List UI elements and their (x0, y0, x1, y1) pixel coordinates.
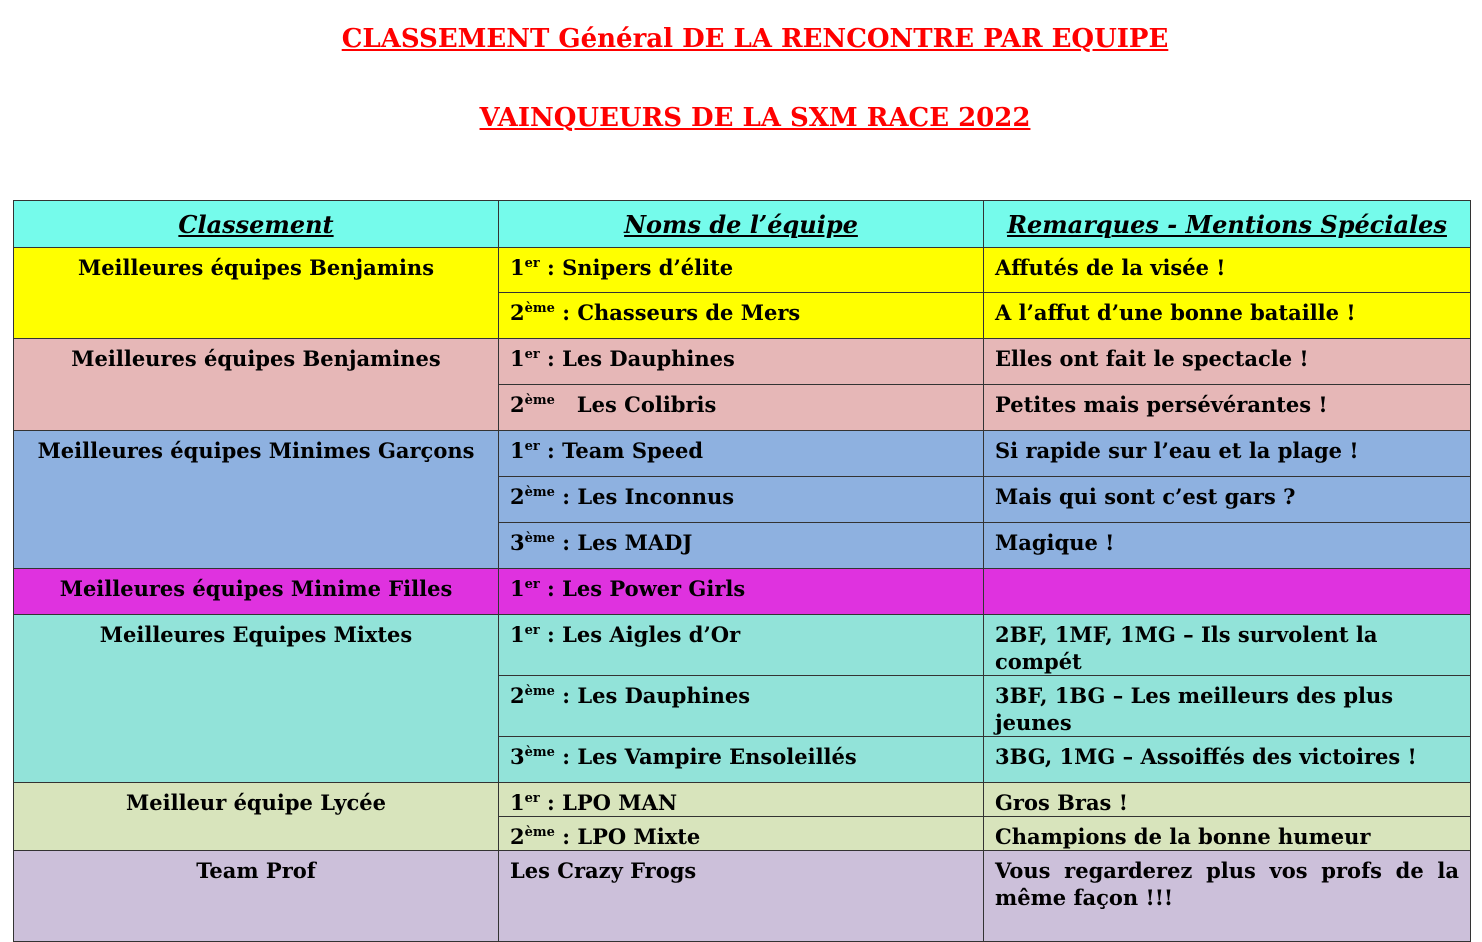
results-table (13, 200, 1471, 942)
table-row (14, 431, 1471, 477)
rank-separator: : (554, 683, 578, 708)
table-row (14, 615, 1471, 676)
category-cell: Meilleures Equipes Mixtes (14, 615, 499, 783)
team-cell (499, 737, 984, 783)
rank-suffix: ème (524, 684, 555, 699)
remark-cell: 3BF, 1BG – Les meilleurs des plus jeunes (984, 676, 1471, 737)
rank-suffix: ème (524, 485, 555, 500)
team-name: Les Vampire Ensoleillés (577, 744, 857, 769)
remark-cell: 3BG, 1MG – Assoiffés des victoires ! (984, 737, 1471, 783)
header-classement: Classement (14, 201, 499, 248)
rank-suffix: ème (524, 825, 555, 840)
rank-separator: : (554, 824, 578, 849)
subtitle: VAINQUEURS DE LA SXM RACE 2022 (479, 103, 1031, 133)
rank-separator: : (539, 438, 563, 463)
team-cell (499, 339, 984, 385)
remark-cell: Vous regarderez plus vos profs de la même façon !!! (984, 851, 1471, 942)
remark-cell: Petites mais persévérantes ! (984, 385, 1471, 431)
header-team-name: Noms de l’équipe (499, 201, 984, 248)
rank-suffix: ème (524, 301, 555, 316)
rank-separator: : (554, 300, 578, 325)
table-row (14, 851, 1471, 942)
team-name: LPO Mixte (577, 824, 701, 849)
rank-number: 2 (510, 683, 525, 708)
team-cell (499, 477, 984, 523)
rank-suffix: er (524, 623, 540, 638)
team-name: Chasseurs de Mers (577, 300, 801, 325)
rank-number: 2 (510, 392, 525, 417)
header-remarks: Remarques - Mentions Spéciales (984, 201, 1471, 248)
category-cell: Meilleures équipes Minimes Garçons (14, 431, 499, 569)
category-cell: Meilleures équipes Minime Filles (14, 569, 499, 615)
category-cell: Meilleures équipes Benjamines (14, 339, 499, 431)
rank-suffix: ème (524, 745, 555, 760)
team-name: LPO MAN (562, 790, 678, 815)
team-name: Les Power Girls (562, 576, 746, 601)
team-cell (499, 851, 984, 942)
rank-suffix: ème (524, 393, 555, 408)
rank-separator: : (554, 530, 578, 555)
rank-separator: : (539, 255, 563, 280)
rank-suffix: er (524, 439, 540, 454)
remark-cell: Gros Bras ! (984, 783, 1471, 817)
rank-number: 3 (510, 744, 525, 769)
team-name: Les Dauphines (562, 346, 735, 371)
team-cell (499, 248, 984, 293)
rank-separator: : (539, 622, 563, 647)
rank-suffix: ème (524, 531, 555, 546)
rank-number: 1 (510, 255, 525, 280)
rank-separator: : (554, 744, 578, 769)
category-cell: Meilleur équipe Lycée (14, 783, 499, 851)
remark-cell: Magique ! (984, 523, 1471, 569)
team-cell (499, 385, 984, 431)
table-header-row (14, 201, 1471, 248)
category-cell: Meilleures équipes Benjamins (14, 248, 499, 339)
team-name: Les Inconnus (577, 484, 735, 509)
team-name: Les MADJ (577, 530, 693, 555)
main-title: CLASSEMENT Général DE LA RENCONTRE PAR EQUIPE (341, 24, 1169, 54)
rank-number: 1 (510, 790, 525, 815)
rank-separator: : (539, 790, 563, 815)
remark-cell: Elles ont fait le spectacle ! (984, 339, 1471, 385)
rank-separator: : (539, 576, 563, 601)
rank-number: 3 (510, 530, 525, 555)
team-cell (499, 615, 984, 676)
remark-cell: Mais qui sont c’est gars ? (984, 477, 1471, 523)
rank-separator (555, 392, 577, 417)
table-row (14, 339, 1471, 385)
table-row (14, 569, 1471, 615)
team-name: Les Colibris (576, 392, 717, 417)
team-name: Team Speed (562, 438, 704, 463)
remark-cell: Si rapide sur l’eau et la plage ! (984, 431, 1471, 477)
rank-number: 2 (510, 300, 525, 325)
team-cell (499, 817, 984, 851)
team-cell (499, 569, 984, 615)
team-cell (499, 431, 984, 477)
rank-separator: : (539, 346, 563, 371)
team-name: Snipers d’élite (562, 255, 734, 280)
team-cell (499, 783, 984, 817)
rank-separator: : (554, 484, 578, 509)
rank-suffix: er (524, 791, 540, 806)
remark-cell: A l’affut d’une bonne bataille ! (984, 293, 1471, 339)
table-row (14, 248, 1471, 293)
team-name: Les Crazy Frogs (510, 858, 697, 883)
rank-number: 2 (510, 484, 525, 509)
remark-cell: Champions de la bonne humeur (984, 817, 1471, 851)
rank-number: 1 (510, 576, 525, 601)
rank-number: 1 (510, 346, 525, 371)
rank-number: 2 (510, 824, 525, 849)
category-cell: Team Prof (14, 851, 499, 942)
table-row (14, 783, 1471, 817)
rank-number: 1 (510, 438, 525, 463)
rank-number: 1 (510, 622, 525, 647)
remark-cell: 2BF, 1MF, 1MG – Ils survolent la compét (984, 615, 1471, 676)
team-name: Les Aigles d’Or (562, 622, 741, 647)
team-cell (499, 676, 984, 737)
remark-cell: Affutés de la visée ! (984, 248, 1471, 293)
rank-suffix: er (524, 577, 540, 592)
team-cell (499, 523, 984, 569)
rank-suffix: er (524, 256, 540, 271)
remark-cell (984, 569, 1471, 615)
team-name: Les Dauphines (577, 683, 751, 708)
rank-suffix: er (524, 347, 540, 362)
team-cell (499, 293, 984, 339)
